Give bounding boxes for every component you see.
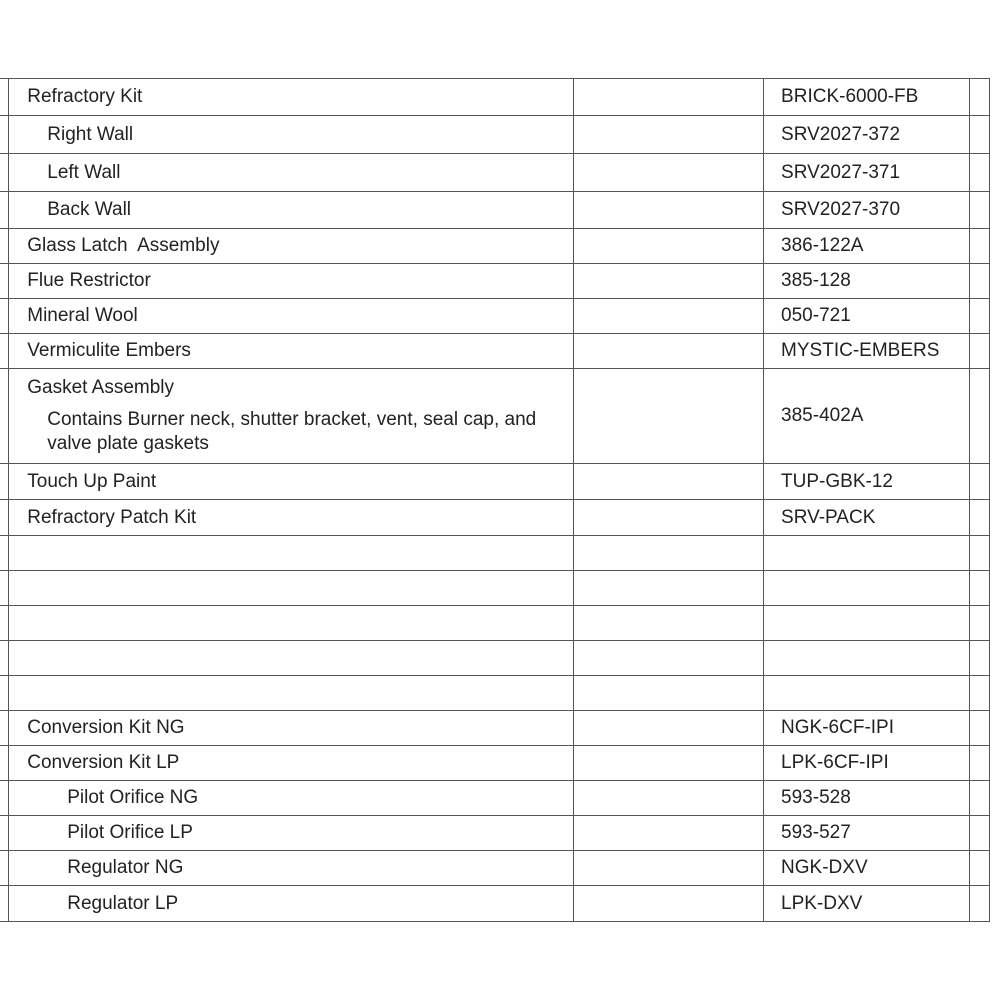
part-number-cell: MYSTIC-EMBERS <box>764 334 970 369</box>
blank-cell <box>574 851 764 886</box>
parts-table <box>0 78 990 922</box>
table-row <box>0 606 990 641</box>
part-number-cell <box>764 571 970 606</box>
row-margin-cell <box>0 536 9 571</box>
row-margin-cell <box>0 334 9 369</box>
row-margin-cell <box>0 264 9 299</box>
part-number-cell: SRV2027-372 <box>764 116 970 154</box>
blank-cell <box>574 79 764 116</box>
row-margin-cell <box>969 116 989 154</box>
row-margin-cell <box>0 154 9 192</box>
blank-cell <box>574 369 764 464</box>
part-number-cell: TUP-GBK-12 <box>764 464 970 500</box>
part-number-cell: SRV2027-370 <box>764 192 970 229</box>
description-cell <box>9 676 574 711</box>
table-row <box>0 116 990 154</box>
blank-cell <box>574 781 764 816</box>
blank-cell <box>574 886 764 922</box>
description-cell: Refractory Patch Kit <box>9 500 574 536</box>
blank-cell <box>574 192 764 229</box>
description-note: Contains Burner neck, shutter bracket, vent, seal cap, and valve plate gaskets <box>47 409 537 454</box>
row-margin-cell <box>969 781 989 816</box>
description-text: Pilot Orifice NG <box>67 787 199 808</box>
description-cell <box>9 851 574 886</box>
part-number-cell: SRV2027-371 <box>764 154 970 192</box>
description-cell <box>9 781 574 816</box>
row-margin-cell <box>0 464 9 500</box>
blank-cell <box>574 676 764 711</box>
row-margin-cell <box>0 676 9 711</box>
row-margin-cell <box>969 886 989 922</box>
description-text: Pilot Orifice LP <box>67 822 193 843</box>
table-row <box>0 299 990 334</box>
description-text: Back Wall <box>47 199 132 220</box>
table-row <box>0 79 990 116</box>
row-margin-cell <box>969 746 989 781</box>
row-margin-cell <box>0 369 9 464</box>
description-cell: Touch Up Paint <box>9 464 574 500</box>
description-cell <box>9 571 574 606</box>
table-row <box>0 851 990 886</box>
part-number-cell: 050-721 <box>764 299 970 334</box>
row-margin-cell <box>0 851 9 886</box>
description-cell: Flue Restrictor <box>9 264 574 299</box>
row-margin-cell <box>0 746 9 781</box>
row-margin-cell <box>969 606 989 641</box>
description-cell <box>9 606 574 641</box>
description-cell <box>9 886 574 922</box>
part-number-cell <box>764 676 970 711</box>
blank-cell <box>574 571 764 606</box>
table-row <box>0 571 990 606</box>
part-number-cell: 386-122A <box>764 229 970 264</box>
row-margin-cell <box>0 886 9 922</box>
description-text: Gasket Assembly <box>27 377 175 398</box>
row-margin-cell <box>969 79 989 116</box>
description-cell <box>9 192 574 229</box>
row-margin-cell <box>969 334 989 369</box>
description-cell <box>9 369 574 464</box>
blank-cell <box>574 464 764 500</box>
table-row <box>0 192 990 229</box>
blank-cell <box>574 229 764 264</box>
row-margin-cell <box>969 369 989 464</box>
table-row <box>0 781 990 816</box>
part-number-cell <box>764 641 970 676</box>
table-row <box>0 500 990 536</box>
description-cell: Vermiculite Embers <box>9 334 574 369</box>
row-margin-cell <box>0 229 9 264</box>
table-row <box>0 369 990 464</box>
part-number-cell: 385-128 <box>764 264 970 299</box>
table-row <box>0 816 990 851</box>
table-row <box>0 746 990 781</box>
part-number-cell <box>764 536 970 571</box>
blank-cell <box>574 299 764 334</box>
row-margin-cell <box>969 264 989 299</box>
description-cell: Refractory Kit <box>9 79 574 116</box>
blank-cell <box>574 746 764 781</box>
blank-cell <box>574 536 764 571</box>
row-margin-cell <box>0 711 9 746</box>
blank-cell <box>574 116 764 154</box>
table-row <box>0 641 990 676</box>
part-number-cell <box>764 606 970 641</box>
row-margin-cell <box>0 606 9 641</box>
row-margin-cell <box>969 229 989 264</box>
row-margin-cell <box>969 816 989 851</box>
table-row <box>0 229 990 264</box>
blank-cell <box>574 500 764 536</box>
description-cell: Mineral Wool <box>9 299 574 334</box>
row-margin-cell <box>969 536 989 571</box>
part-number-cell: 593-527 <box>764 816 970 851</box>
description-text: Right Wall <box>47 123 134 145</box>
blank-cell <box>574 606 764 641</box>
blank-cell <box>574 711 764 746</box>
description-text: Regulator NG <box>67 857 184 878</box>
row-margin-cell <box>969 464 989 500</box>
row-margin-cell <box>0 116 9 154</box>
blank-cell <box>574 641 764 676</box>
row-margin-cell <box>969 711 989 746</box>
row-margin-cell <box>969 192 989 229</box>
part-number-cell: LPK-DXV <box>764 886 970 922</box>
part-number-cell: NGK-6CF-IPI <box>764 711 970 746</box>
row-margin-cell <box>969 641 989 676</box>
blank-cell <box>574 264 764 299</box>
description-cell <box>9 816 574 851</box>
description-text: Regulator LP <box>67 892 179 914</box>
row-margin-cell <box>969 299 989 334</box>
row-margin-cell <box>0 571 9 606</box>
description-cell <box>9 154 574 192</box>
row-margin-cell <box>969 500 989 536</box>
row-margin-cell <box>969 154 989 192</box>
row-margin-cell <box>0 192 9 229</box>
description-cell <box>9 116 574 154</box>
row-margin-cell <box>0 781 9 816</box>
row-margin-cell <box>969 676 989 711</box>
row-margin-cell <box>969 571 989 606</box>
part-number-cell: LPK-6CF-IPI <box>764 746 970 781</box>
blank-cell <box>574 816 764 851</box>
part-number-cell: 385-402A <box>764 369 970 464</box>
row-margin-cell <box>0 816 9 851</box>
table-row <box>0 154 990 192</box>
description-cell: Conversion Kit LP <box>9 746 574 781</box>
row-margin-cell <box>0 299 9 334</box>
row-margin-cell <box>969 851 989 886</box>
description-cell <box>9 641 574 676</box>
blank-cell <box>574 154 764 192</box>
table-row <box>0 536 990 571</box>
part-number-cell: SRV-PACK <box>764 500 970 536</box>
table-row <box>0 464 990 500</box>
description-cell <box>9 536 574 571</box>
table-row <box>0 676 990 711</box>
row-margin-cell <box>0 79 9 116</box>
table-row <box>0 334 990 369</box>
blank-cell <box>574 334 764 369</box>
row-margin-cell <box>0 641 9 676</box>
part-number-cell: 593-528 <box>764 781 970 816</box>
description-cell: Conversion Kit NG <box>9 711 574 746</box>
table-row <box>0 264 990 299</box>
description-text: Left Wall <box>47 161 121 183</box>
table-row <box>0 711 990 746</box>
description-cell: Glass Latch Assembly <box>9 229 574 264</box>
part-number-cell: BRICK-6000-FB <box>764 79 970 116</box>
part-number-cell: NGK-DXV <box>764 851 970 886</box>
row-margin-cell <box>0 500 9 536</box>
table-row <box>0 886 990 922</box>
